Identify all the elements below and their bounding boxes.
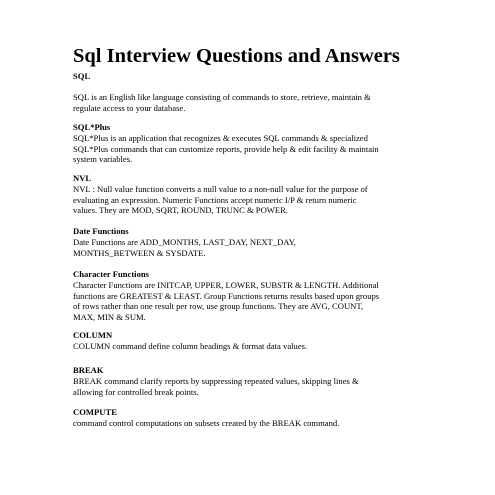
section-heading-nvl: NVL [73, 173, 92, 183]
body-line: values. They are MOD, SQRT, ROUND, TRUNC & POWER. [73, 205, 289, 216]
section-heading-date-functions: Date Functions [73, 226, 129, 236]
section-body-date-functions [73, 237, 423, 258]
section-sqlplus [73, 122, 423, 165]
section-body-nvl [73, 184, 423, 216]
body-line: functions are GREATEST & LEAST. Group Functions returns results based upon groups [73, 290, 380, 301]
body-line: SQL*Plus is an application that recognizes & executes SQL commands & specialized [73, 133, 368, 143]
section-date-functions [73, 226, 423, 258]
section-heading-compute: COMPUTE [73, 407, 117, 417]
section-compute [73, 407, 423, 429]
body-line: MAX, MIN & SUM. [73, 311, 146, 322]
section-heading-sql: SQL [73, 71, 91, 81]
section-heading-sqlplus: SQL*Plus [73, 122, 111, 132]
section-body-compute [73, 418, 423, 429]
body-line: SQL is an English like language consisting of commands to store, retrieve, maintain & [73, 92, 371, 102]
body-line: evaluating an expression. Numeric Functions accept numeric I/P & return numeric [73, 194, 357, 205]
section-body-break [73, 376, 423, 397]
section-heading-column: COLUMN [73, 330, 113, 340]
section-break [73, 365, 423, 397]
section-nvl [73, 173, 423, 216]
section-heading-break: BREAK [73, 365, 104, 375]
section-body-sqlplus [73, 133, 423, 165]
section-sql [73, 71, 423, 113]
section-heading-character-functions: Character Functions [73, 269, 149, 279]
body-line: of rows rather than one result per row, use group functions. They are AVG, COUNT, [73, 301, 364, 312]
section-character-functions [73, 269, 423, 322]
body-line: Character Functions are INITCAP, UPPER, LOWER, SUBSTR & LENGTH. Additional [73, 280, 379, 290]
section-body-column [73, 341, 423, 352]
body-line: NVL : Null value function converts a null value to a non-null value for the purpose of [73, 184, 368, 194]
body-line: BREAK command clarify reports by suppressing repeated values, skipping lines & [73, 376, 359, 386]
section-body-character-functions [73, 280, 423, 322]
body-line: SQL*Plus commands that can customize reports, provide help & edit facility & maintain [73, 143, 379, 154]
body-line: command control computations on subsets created by the BREAK command. [73, 418, 340, 428]
body-line: system variables. [73, 154, 133, 165]
body-line: regulate access to your database. [73, 102, 186, 113]
body-line: MONTHS_BETWEEN & SYSDATE. [73, 247, 206, 258]
body-line: allowing for controlled break points. [73, 386, 199, 397]
body-line: Date Functions are ADD_MONTHS, LAST_DAY, NEXT_DAY, [73, 237, 296, 247]
section-body-sql [73, 92, 423, 113]
body-line: COLUMN command define column headings & format data values. [73, 341, 308, 351]
page-title: Sql Interview Questions and Answers [73, 45, 400, 67]
section-column [73, 330, 423, 352]
